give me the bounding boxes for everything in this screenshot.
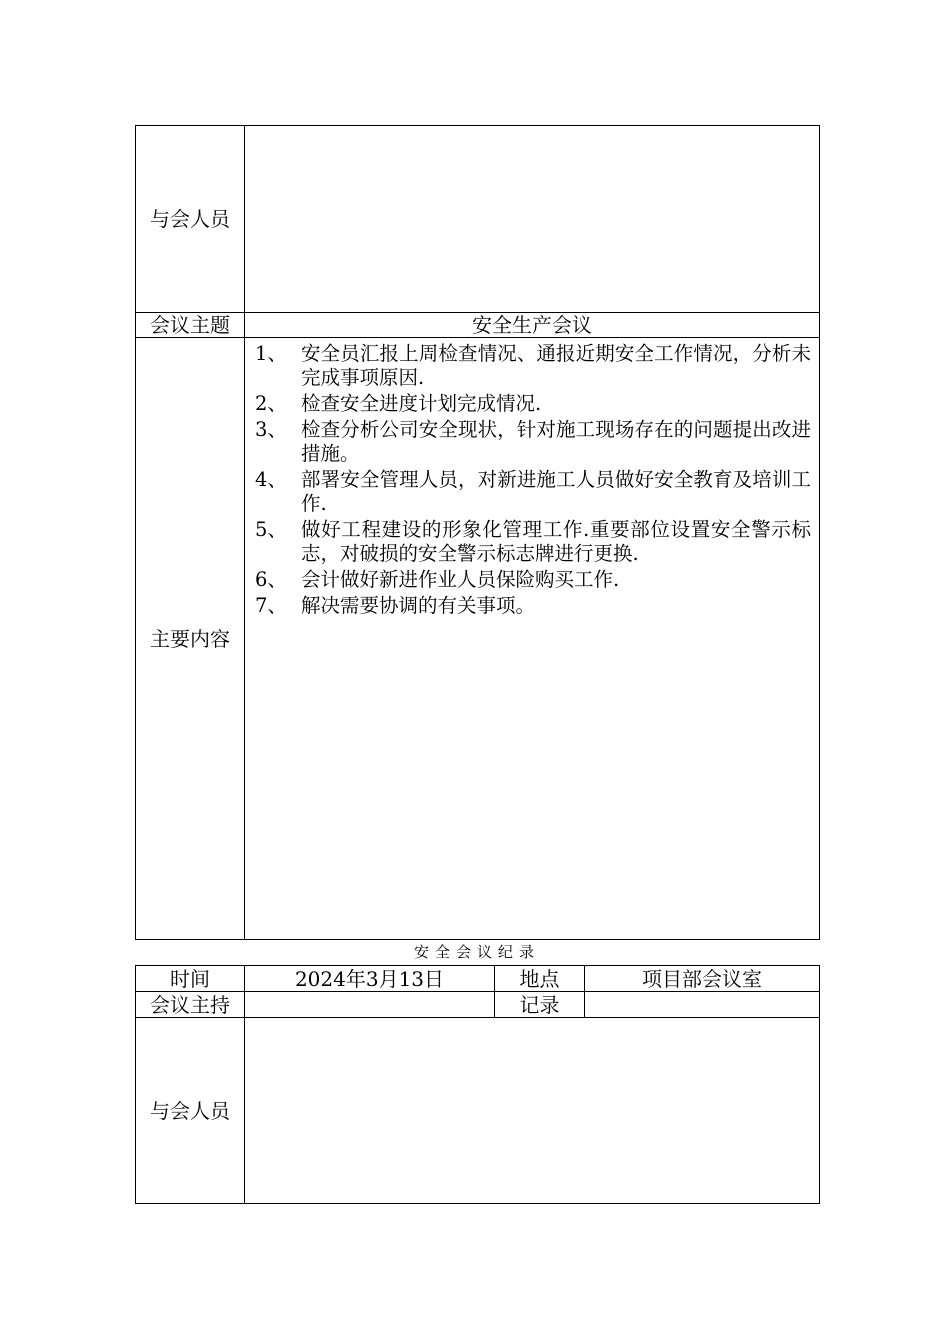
content-item-number: 3、 — [255, 418, 287, 441]
topic-value: 安全生产会议 — [245, 313, 820, 338]
recorder-label: 记录 — [495, 992, 585, 1018]
content-item-number: 5、 — [255, 518, 287, 541]
record-title: 安全会议纪录 — [413, 943, 540, 961]
content-item-text: 会计做好新进作业人员保险购买工作. — [301, 568, 620, 591]
content-item — [255, 418, 811, 466]
meeting-record-table-1 — [135, 125, 820, 940]
meeting-record-table-2 — [135, 965, 820, 1204]
host-label: 会议主持 — [136, 992, 245, 1018]
content-item-text: 安全员汇报上周检查情况、通报近期安全工作情况，分析未完成事项原因. — [301, 342, 811, 389]
content-item-text: 部署安全管理人员，对新进施工人员做好安全教育及培训工作. — [301, 468, 811, 515]
content-item-text: 检查安全进度计划完成情况. — [301, 392, 542, 415]
attendees-label: 与会人员 — [136, 126, 245, 313]
content-item-text: 检查分析公司安全现状，针对施工现场存在的问题提出改进措施。 — [301, 418, 811, 465]
content-list — [245, 338, 819, 618]
content-item — [255, 518, 811, 566]
host-value — [245, 992, 495, 1018]
location-label: 地点 — [495, 966, 585, 992]
time-value: 2024年3月13日 — [245, 966, 495, 992]
content-item — [255, 568, 811, 592]
content-item-text: 做好工程建设的形象化管理工作.重要部位设置安全警示标志，对破损的安全警示标志牌进行更换. — [301, 518, 811, 565]
recorder-value — [585, 992, 820, 1018]
content-item — [255, 342, 811, 390]
content-item-number: 2、 — [255, 392, 287, 415]
attendees-value — [245, 126, 820, 313]
content-item-text: 解决需要协调的有关事项。 — [301, 594, 536, 617]
content-cell — [245, 338, 820, 940]
content-item — [255, 468, 811, 516]
content-item — [255, 594, 811, 618]
content-label: 主要内容 — [136, 338, 245, 940]
content-item-number: 1、 — [255, 342, 287, 365]
attendees-label-2: 与会人员 — [136, 1018, 245, 1204]
content-item-number: 4、 — [255, 468, 287, 491]
content-item — [255, 392, 811, 416]
location-value: 项目部会议室 — [585, 966, 820, 992]
content-item-number: 7、 — [255, 594, 287, 617]
attendees-value-2 — [245, 1018, 820, 1204]
content-item-number: 6、 — [255, 568, 287, 591]
topic-label: 会议主题 — [136, 313, 245, 338]
time-label: 时间 — [136, 966, 245, 992]
